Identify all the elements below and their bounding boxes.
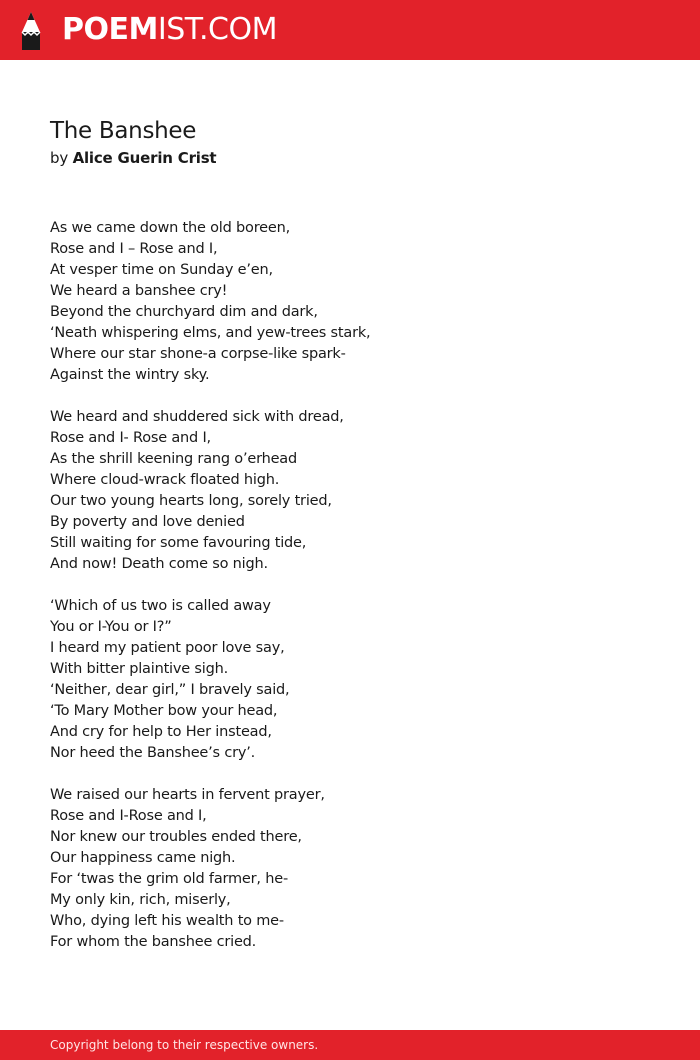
byline [50, 148, 650, 168]
logo-text-bold: POEM [62, 12, 158, 47]
poem-line: Who, dying left his wealth to me- [50, 913, 284, 929]
poem-line: And cry for help to Her instead, [50, 724, 272, 740]
poem-line: Our happiness came nigh. [50, 850, 236, 866]
stanza [50, 407, 650, 575]
poem-line: And now! Death come so nigh. [50, 556, 268, 572]
poem-line: Our two young hearts long, sorely tried, [50, 493, 332, 509]
copyright-notice: Copyright belong to their respective owners. [50, 1038, 319, 1052]
poem-line: We raised our hearts in fervent prayer, [50, 787, 325, 803]
poem-line: With bitter plaintive sigh. [50, 661, 228, 677]
stanza [50, 785, 650, 953]
poem-line: We heard a banshee cry! [50, 283, 228, 299]
site-header [0, 0, 700, 60]
poem-line: Rose and I-Rose and I, [50, 808, 207, 824]
poem-line: Beyond the churchyard dim and dark, [50, 304, 318, 320]
poem-line: Nor knew our troubles ended there, [50, 829, 302, 845]
poem-line: By poverty and love denied [50, 514, 245, 530]
poem-line: Against the wintry sky. [50, 367, 210, 383]
poem-line: For whom the banshee cried. [50, 934, 257, 950]
stanza [50, 218, 650, 386]
poem-line: Still waiting for some favouring tide, [50, 535, 307, 551]
poem-line: ‘Which of us two is called away [50, 598, 271, 614]
poem-line: As we came down the old boreen, [50, 220, 290, 236]
by-label: by [50, 149, 68, 167]
poem-line: I heard my patient poor love say, [50, 640, 285, 656]
site-logo[interactable] [62, 10, 277, 50]
logo-text-light: IST.COM [157, 12, 277, 47]
poem-title: The Banshee [50, 118, 197, 144]
poem-line: ‘Neath whispering elms, and yew-trees stark, [50, 325, 371, 341]
poem-line: Where our star shone-a corpse-like spark- [50, 346, 346, 362]
poem-line: As the shrill keening rang o’erhead [50, 451, 297, 467]
poem-line: For ‘twas the grim old farmer, he- [50, 871, 288, 887]
stanza [50, 596, 650, 764]
poem-line: Where cloud-wrack floated high. [50, 472, 280, 488]
pencil-tip-icon[interactable] [18, 10, 44, 52]
poem-line: You or I-You or I?” [50, 619, 172, 635]
poem-line: My only kin, rich, miserly, [50, 892, 231, 908]
poem-line: At vesper time on Sunday e’en, [50, 262, 273, 278]
poem-body [50, 218, 650, 974]
poem-heading [50, 116, 650, 168]
poem-line: Rose and I- Rose and I, [50, 430, 211, 446]
poem-line: Rose and I – Rose and I, [50, 241, 218, 257]
poem-line: Nor heed the Banshee’s cry’. [50, 745, 256, 761]
poem-line: We heard and shuddered sick with dread, [50, 409, 344, 425]
site-footer [0, 1030, 700, 1060]
poem-line: ‘To Mary Mother bow your head, [50, 703, 278, 719]
poem-author: Alice Guerin Crist [72, 149, 217, 167]
poem-line: ‘Neither, dear girl,” I bravely said, [50, 682, 290, 698]
